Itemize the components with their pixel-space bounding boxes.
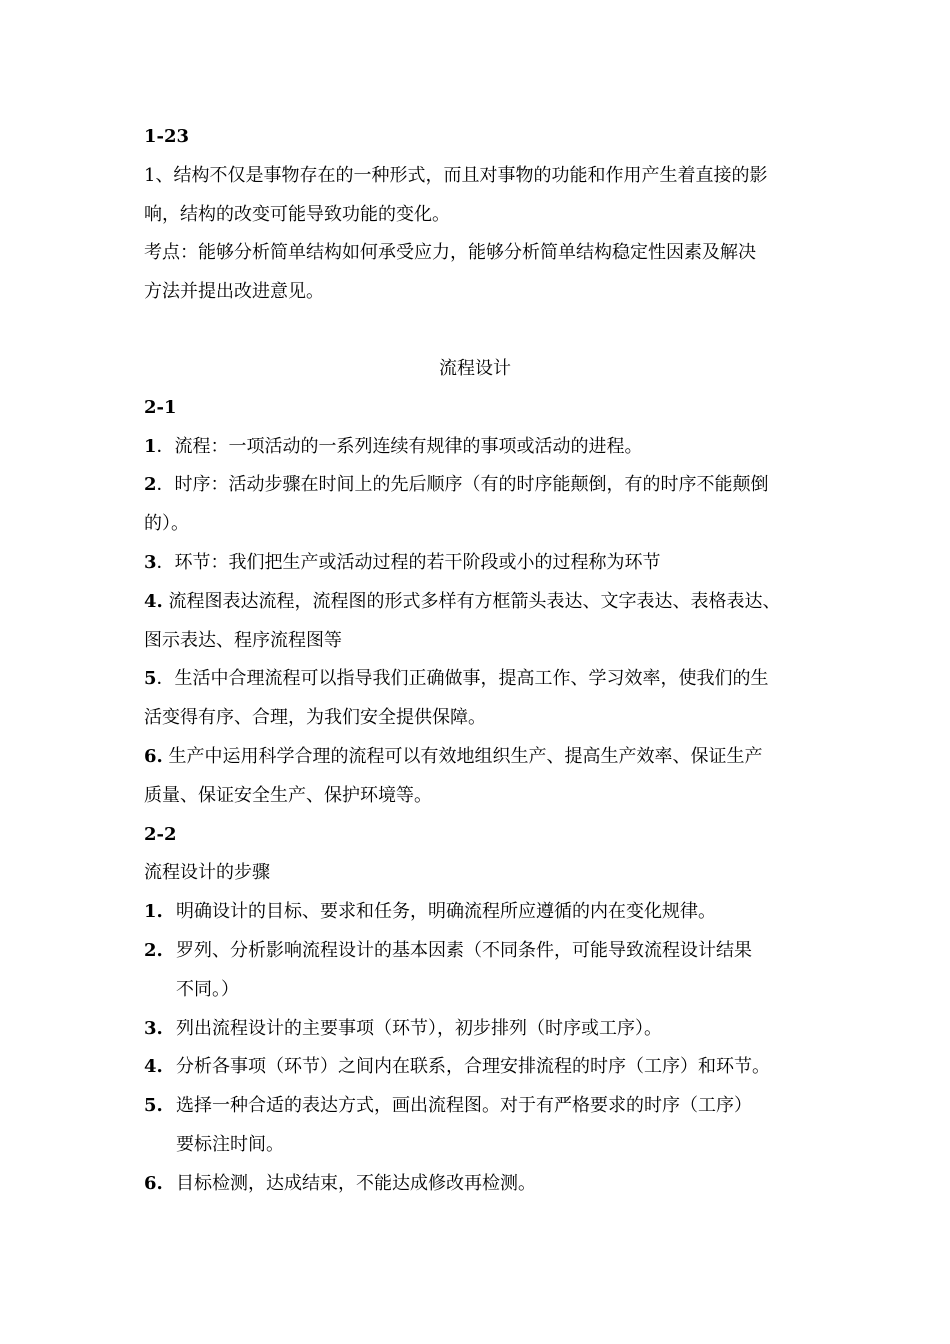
step-text: 列出流程设计的主要事项（环节），初步排列（时序或工序）。 — [176, 1017, 662, 1039]
step-text-cont: 不同。） — [176, 978, 239, 1000]
step-text: 罗列、分析影响流程设计的基本因素（不同条件，可能导致流程设计结果 — [176, 939, 752, 961]
list-item — [144, 466, 824, 544]
step-text: 分析各事项（环节）之间内在联系，合理安排流程的时序（工序）和环节。 — [176, 1056, 770, 1078]
step-item — [144, 1087, 824, 1165]
paragraph-exam-points-line-2: 方法并提出改进意见。 — [144, 281, 324, 303]
list-item-text: ．生活中合理流程可以指导我们正确做事，提高工作、学习效率，使我们的生 — [156, 668, 769, 690]
steps-list — [144, 893, 824, 1203]
list-item-text: ．流程：一项活动的一系列连续有规律的事项或活动的进程。 — [156, 435, 643, 457]
list-item-number: 2 — [144, 474, 157, 496]
step-text-cont: 要标注时间。 — [176, 1133, 284, 1155]
list-item-number: 6. — [144, 745, 163, 767]
step-item — [144, 932, 824, 1010]
paragraph-exam-points-line-1: 考点：能够分析简单结构如何承受应力，能够分析简单结构稳定性因素及解决 — [144, 242, 756, 264]
list-item-text-cont: 的）。 — [144, 513, 189, 535]
spacer — [144, 312, 824, 350]
step-text: 明确设计的目标、要求和任务，明确流程所应遵循的内在变化规律。 — [176, 901, 716, 923]
definition-list — [144, 428, 824, 816]
step-number: 2. — [144, 939, 163, 961]
section-subtitle: 流程设计的步骤 — [144, 862, 270, 884]
list-item — [144, 583, 824, 661]
list-item-number: 3 — [144, 551, 157, 573]
step-number: 3. — [144, 1017, 163, 1039]
document-page — [144, 118, 824, 1204]
list-item-text-cont: 质量、保证安全生产、保护环境等。 — [144, 784, 432, 806]
list-item-text-cont: 活变得有序、合理，为我们安全提供保障。 — [144, 707, 486, 729]
step-text: 选择一种合适的表达方式，画出流程图。对于有严格要求的时序（工序） — [176, 1095, 752, 1117]
step-item — [144, 1165, 824, 1204]
paragraph-structure-line-2: 响，结构的改变可能导致功能的变化。 — [144, 203, 450, 225]
list-item-text-cont: 图示表达、程序流程图等 — [144, 629, 342, 651]
list-item-number: 4. — [144, 590, 163, 612]
list-item — [144, 660, 824, 738]
section-heading-2-2: 2-2 — [144, 823, 177, 845]
section-heading-2-1: 2-1 — [144, 396, 177, 418]
list-item-text: ．时序：活动步骤在时间上的先后顺序（有的时序能颠倒，有的时序不能颠倒 — [156, 474, 769, 496]
list-item — [144, 544, 824, 583]
step-number: 5. — [144, 1095, 163, 1117]
step-number: 1. — [144, 901, 163, 923]
list-item-number: 1 — [144, 435, 157, 457]
list-item-text: ．环节：我们把生产或活动过程的若干阶段或小的过程称为环节 — [156, 551, 661, 573]
step-number: 4. — [144, 1056, 163, 1078]
list-item-text: 生产中运用科学合理的流程可以有效地组织生产、提高生产效率、保证生产 — [162, 745, 763, 767]
section-heading-1-23: 1-23 — [144, 126, 190, 147]
step-item — [144, 893, 824, 932]
step-item — [144, 1010, 824, 1049]
step-item — [144, 1048, 824, 1087]
list-item-number: 5 — [144, 668, 157, 690]
step-number: 6. — [144, 1172, 163, 1194]
list-item-text: 流程图表达流程，流程图的形式多样有方框箭头表达、文字表达、表格表达、 — [162, 590, 781, 612]
list-item — [144, 428, 824, 467]
paragraph-structure-line-1: 1、结构不仅是事物存在的一种形式，而且对事物的功能和作用产生着直接的影 — [144, 164, 768, 186]
list-item — [144, 738, 824, 816]
step-text: 目标检测，达成结束，不能达成修改再检测。 — [176, 1172, 536, 1194]
chapter-title: 流程设计 — [439, 357, 511, 379]
